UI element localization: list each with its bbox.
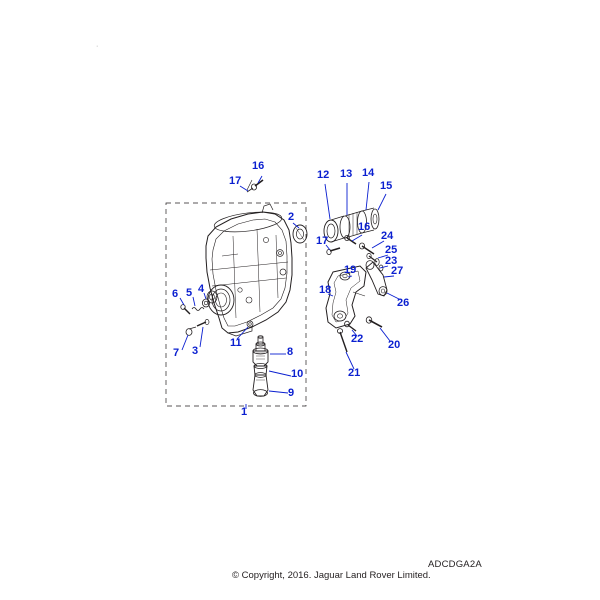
callout-17-top: 17 bbox=[229, 175, 242, 187]
callout-9: 9 bbox=[288, 387, 295, 399]
callout-16-mid: 16 bbox=[358, 221, 371, 233]
callout-7: 7 bbox=[173, 347, 180, 359]
callout-18: 18 bbox=[319, 284, 332, 296]
registration-mark: · bbox=[96, 43, 99, 50]
callout-14: 14 bbox=[362, 167, 375, 179]
callout-12: 12 bbox=[317, 169, 330, 181]
callout-26: 26 bbox=[397, 297, 410, 309]
callout-25: 25 bbox=[385, 244, 398, 256]
callout-1: 1 bbox=[241, 406, 248, 418]
callout-16-top: 16 bbox=[252, 160, 265, 172]
callout-17-mid: 17 bbox=[316, 235, 329, 247]
callout-22: 22 bbox=[351, 333, 364, 345]
callout-3: 3 bbox=[192, 345, 199, 357]
callout-27: 27 bbox=[391, 265, 404, 277]
callout-23: 23 bbox=[385, 255, 398, 267]
callout-19: 19 bbox=[344, 264, 357, 276]
callout-8: 8 bbox=[287, 346, 294, 358]
callout-2: 2 bbox=[288, 211, 295, 223]
callout-10: 10 bbox=[291, 368, 304, 380]
copyright-notice: © Copyright, 2016. Jaguar Land Rover Limited. bbox=[232, 570, 431, 581]
callout-5: 5 bbox=[186, 287, 193, 299]
callout-11: 11 bbox=[230, 337, 242, 349]
callout-20: 20 bbox=[388, 339, 401, 351]
callout-24: 24 bbox=[381, 230, 394, 242]
drawing-code: ADCDGA2A bbox=[428, 559, 482, 570]
callout-4: 4 bbox=[198, 283, 205, 295]
callout-15: 15 bbox=[380, 180, 393, 192]
callout-21: 21 bbox=[348, 367, 361, 379]
callout-13: 13 bbox=[340, 168, 353, 180]
callout-6: 6 bbox=[172, 288, 179, 300]
